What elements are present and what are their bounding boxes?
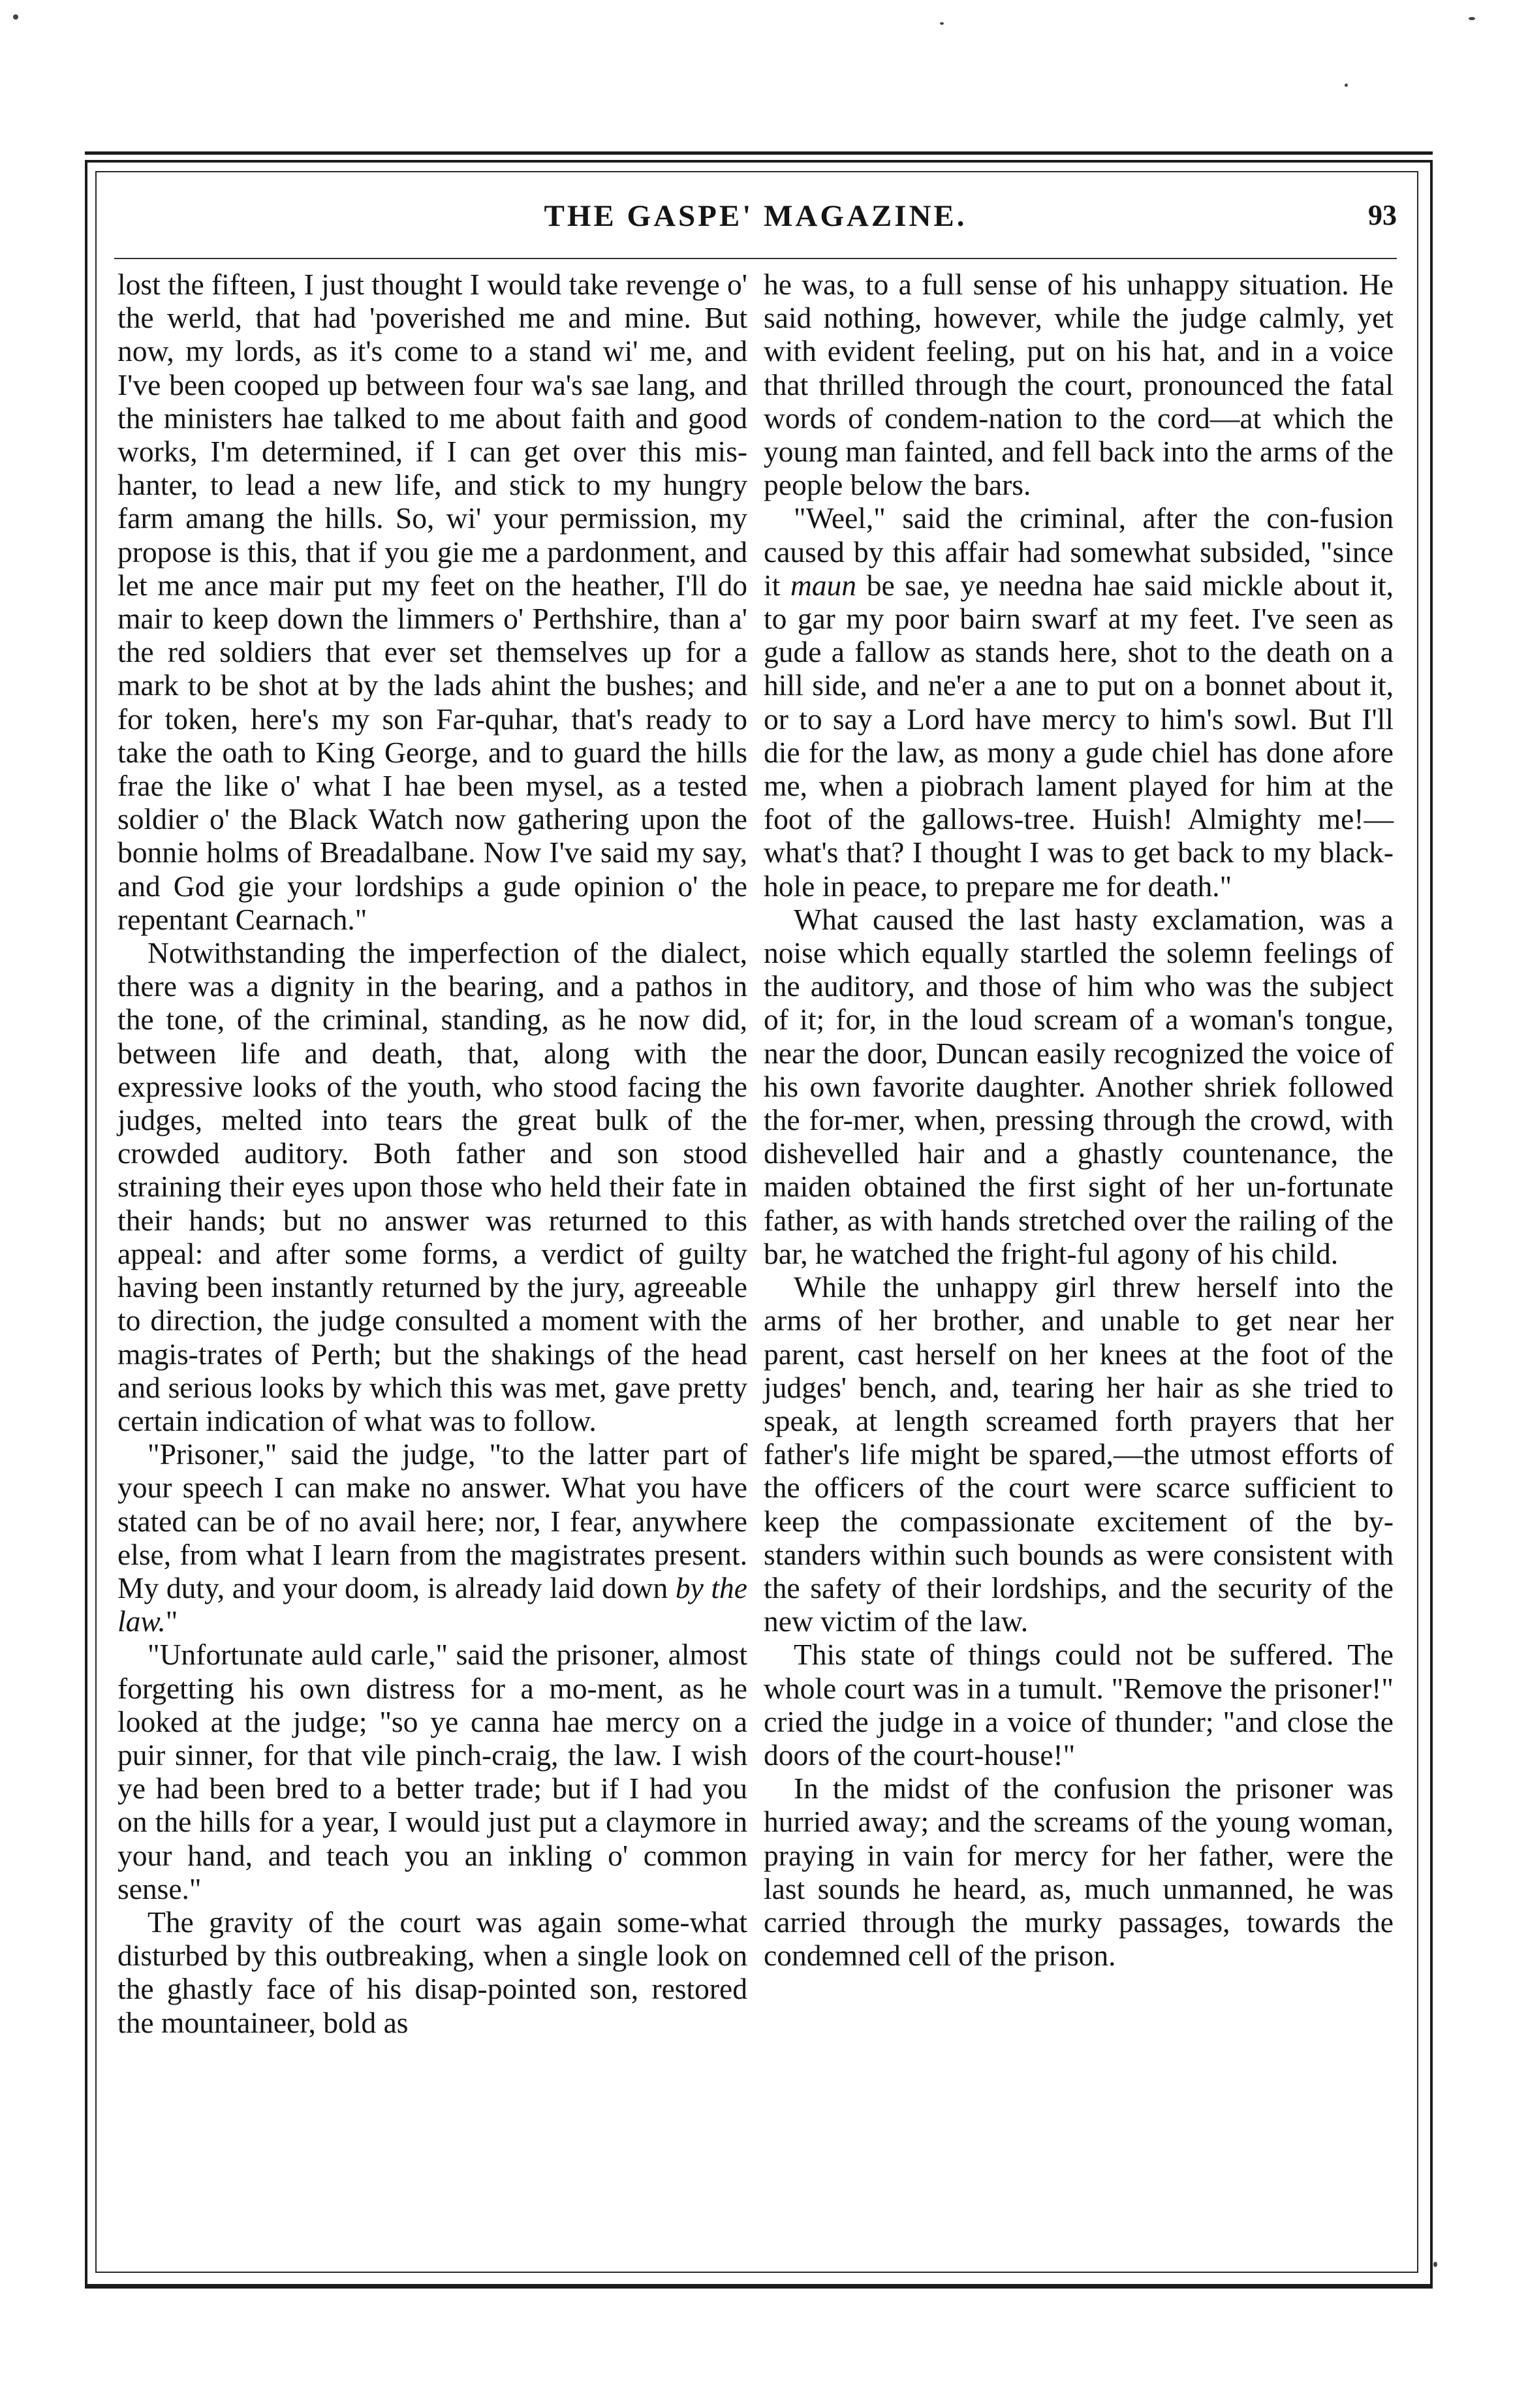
paragraph: lost the fifteen, I just thought I would take revenge o' the werld, that had 'poverished me and mine. But now, my lords, as it's come to a stand wi' me, and I've been cooped up between four wa's sae lang, and the ministers hae talked to me about faith and good works, I'm determined, if I can get over this mis-hanter, to lead a new life, and stick to my hungry farm amang the hills. So, wi' your permission, my propose is this, that if you gie me a pardonment, and let me ance mair put my feet on the heather, I'll do mair to keep down the limmers o' Perthshire, than a' the red soldiers that ever set themselves up for a mark to be shot at by the lads ahint the bushes; and for token, here's my son Far-quhar, that's ready to take the oath to King George, and to guard the hills frae the like o' what I hae been mysel, as a tested soldier o' the Black Watch now gathering upon the bonnie holms of Breadalbane. Now I've said my say, and God gie your lordships a gude opinion o' the repentant Cearnach." (117, 268, 747, 936)
scan-speck (1433, 2262, 1437, 2267)
text-run: "Weel," said the criminal, after the con-fusion caused by this affair had somewhat subsided, "since it (764, 501, 1394, 602)
text-run: " (165, 1604, 178, 1638)
scan-speck (13, 14, 18, 20)
paragraph: In the midst of the confusion the prisoner was hurried away; and the screams of the young woman, praying in vain for mercy for her father, were the last sounds he heard, as, much unmanned, he was carried through the murky passages, towards the condemned cell of the prison. (764, 1772, 1394, 1973)
italic-text: maun (790, 568, 857, 602)
paragraph: While the unhappy girl threw herself into the arms of her brother, and unable to get near her parent, cast herself on her knees at the foot of the judges' bench, and, tearing her hair as she tried to speak, at length screamed forth prayers that her father's life might be spared,—the utmost efforts of the officers of the court were scarce sufficient to keep the compassionate excitement of the by-standers within such bounds as were consistent with the safety of their lordships, and the security of the new victim of the law. (764, 1270, 1394, 1638)
right-column (764, 268, 1394, 1972)
scan-speck (1345, 84, 1348, 87)
paragraph: "Unfortunate auld carle," said the prisoner, almost forgetting his own distress for a mo-ment, as he looked at the judge; "so ye canna hae mercy on a puir sinner, for that vile pinch-craig, the law. I wish ye had been bred to a better trade; but if I had you on the hills for a year, I would just put a claymore in your hand, and teach you an inkling o' common sense." (117, 1638, 747, 1905)
text-run: be sae, ye needna hae said mickle about it, to gar my poor bairn swarf at my feet. I've seen as gude a fallow as stands here, shot to the death on a hill side, and ne'er a ane to put on a bonnet about it, or to say a Lord have mercy to him's sowl. But I'll die for the law, as mony a gude chiel has done afore me, when a piobrach lament played for him at the foot of the gallows-tree. Huish! Almighty me!—what's that? I thought I was to get back to my black-hole in peace, to prepare me for death." (764, 568, 1394, 903)
running-header (114, 196, 1397, 242)
scan-speck (1469, 17, 1475, 20)
header-divider (114, 258, 1397, 259)
scan-speck (940, 22, 944, 25)
top-rule (85, 151, 1433, 155)
paragraph: Notwithstanding the imperfection of the dialect, there was a dignity in the bearing, and a pathos in the tone, of the criminal, standing, as he now did, between life and death, that, along with the expressive looks of the youth, who stood facing the judges, melted into tears the great bulk of the crowded auditory. Both father and son stood straining their eyes upon those who held their fate in their hands; but no answer was returned to this appeal: and after some forms, a verdict of guilty having been instantly returned by the jury, agreeable to direction, the judge consulted a moment with the magis-trates of Perth; but the shakings of the head and serious looks by which this was met, gave pretty certain indication of what was to follow. (117, 936, 747, 1437)
left-column (117, 268, 747, 2039)
page-number: 93 (1368, 199, 1397, 231)
paragraph: he was, to a full sense of his unhappy situation. He said nothing, however, while the judge calmly, yet with evident feeling, put on his hat, and in a voice that thrilled through the court, pronounced the fatal words of condem-nation to the cord—at which the young man fainted, and fell back into the arms of the people below the bars. (764, 268, 1394, 502)
bottom-rule (85, 2286, 1433, 2289)
paragraph (117, 1437, 747, 1638)
italic-text: by the law. (117, 1571, 747, 1638)
paragraph (764, 501, 1394, 902)
paragraph: What caused the last hasty exclamation, was a noise which equally startled the solemn feelings of the auditory, and those of him who was the subject of it; for, in the loud scream of a woman's tongue, near the door, Duncan easily recognized the voice of his own favorite daughter. Another shriek followed the for-mer, when, pressing through the crowd, with dishevelled hair and a ghastly countenance, the maiden obtained the first sight of her un-fortunate father, as with hands stretched over the railing of the bar, he watched the fright-ful agony of his child. (764, 902, 1394, 1270)
magazine-title: THE GASPE' MAGAZINE. (544, 199, 967, 233)
paragraph: The gravity of the court was again some-what disturbed by this outbreaking, when a single look on the ghastly face of his disap-pointed son, restored the mountaineer, bold as (117, 1905, 747, 2039)
text-run: "Prisoner," said the judge, "to the latter part of your speech I can make no answer. What you have stated can be of no avail here; nor, I fear, anywhere else, from what I learn from the magistrates present. My duty, and your doom, is already laid down (117, 1437, 747, 1604)
paragraph: This state of things could not be suffered. The whole court was in a tumult. "Remove the prisoner!" cried the judge in a voice of thunder; "and close the doors of the court-house!" (764, 1638, 1394, 1772)
